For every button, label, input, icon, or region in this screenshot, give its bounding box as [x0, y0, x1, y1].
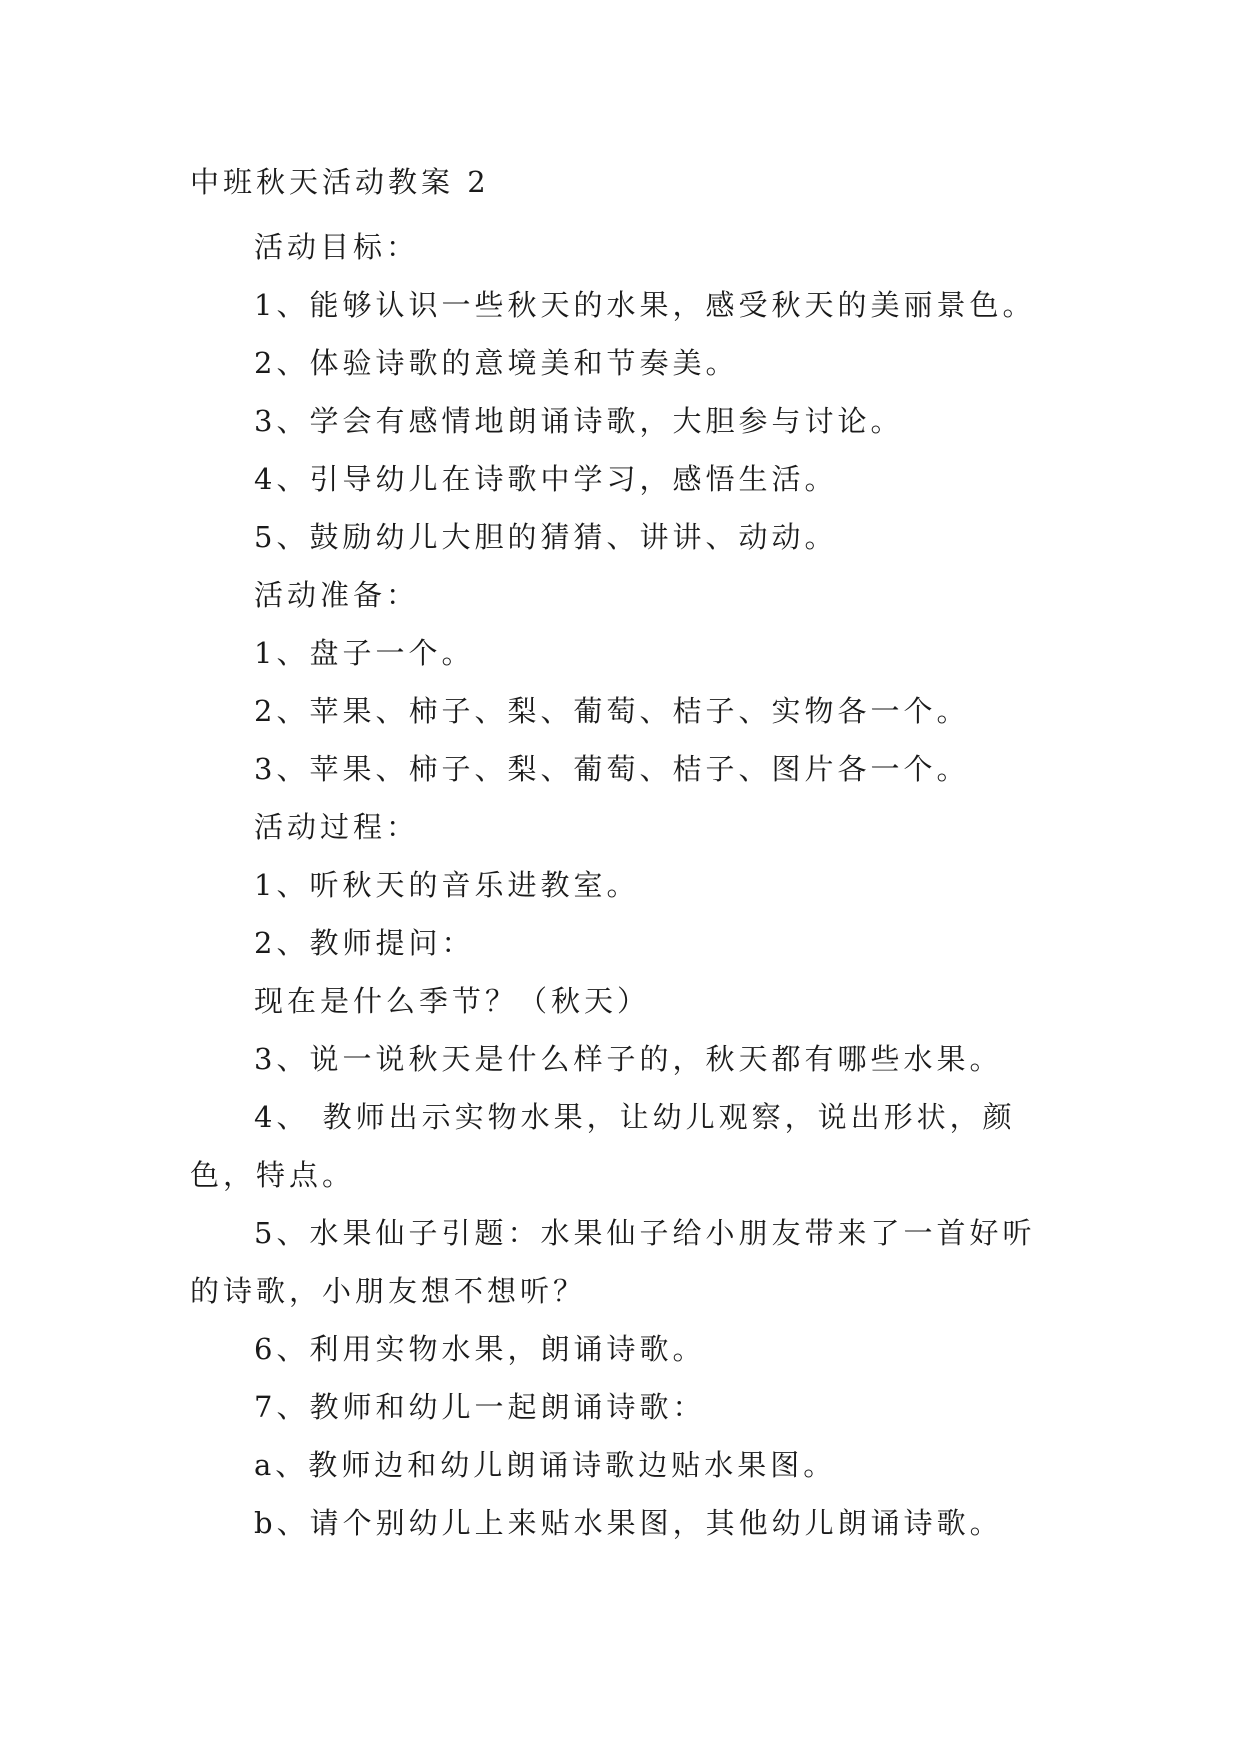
preparation-item: 3、苹果、柿子、梨、葡萄、桔子、图片各一个。	[254, 752, 970, 786]
section-heading-process: 活动过程：	[254, 810, 420, 844]
process-item: 1、听秋天的音乐进教室。	[254, 868, 640, 902]
goal-item: 1、能够认识一些秋天的水果，感受秋天的美丽景色。	[254, 288, 1036, 322]
goal-item: 4、引导幼儿在诗歌中学习，感悟生活。	[254, 462, 838, 496]
goal-item: 2、体验诗歌的意境美和节奏美。	[254, 346, 739, 380]
document-body	[190, 218, 1052, 1552]
process-subitem: a、教师边和幼儿朗诵诗歌边贴水果图。	[254, 1448, 837, 1482]
preparation-item: 1、盘子一个。	[254, 636, 475, 670]
process-item: 2、教师提问：	[254, 926, 475, 960]
preparation-item: 2、苹果、柿子、梨、葡萄、桔子、实物各一个。	[254, 694, 970, 728]
process-item: 3、说一说秋天是什么样子的，秋天都有哪些水果。	[254, 1042, 1003, 1076]
process-item: 4、 教师出示实物水果，让幼儿观察，说出形状，颜色，特点。	[190, 1100, 1016, 1192]
section-heading-preparation: 活动准备：	[254, 578, 420, 612]
goal-item: 3、学会有感情地朗诵诗歌，大胆参与讨论。	[254, 404, 904, 438]
process-item: 7、教师和幼儿一起朗诵诗歌：	[254, 1390, 706, 1424]
process-item: 现在是什么季节？（秋天）	[254, 984, 651, 1018]
process-item: 5、水果仙子引题：水果仙子给小朋友带来了一首好听的诗歌，小朋友想不想听？	[190, 1216, 1036, 1308]
process-subitem: b、请个别幼儿上来贴水果图，其他幼儿朗诵诗歌。	[254, 1506, 1003, 1540]
process-item: 6、利用实物水果，朗诵诗歌。	[254, 1332, 706, 1366]
section-heading-goals: 活动目标：	[254, 230, 420, 264]
document-title: 中班秋天活动教案 2	[190, 165, 490, 199]
goal-item: 5、鼓励幼儿大胆的猜猜、讲讲、动动。	[254, 520, 838, 554]
